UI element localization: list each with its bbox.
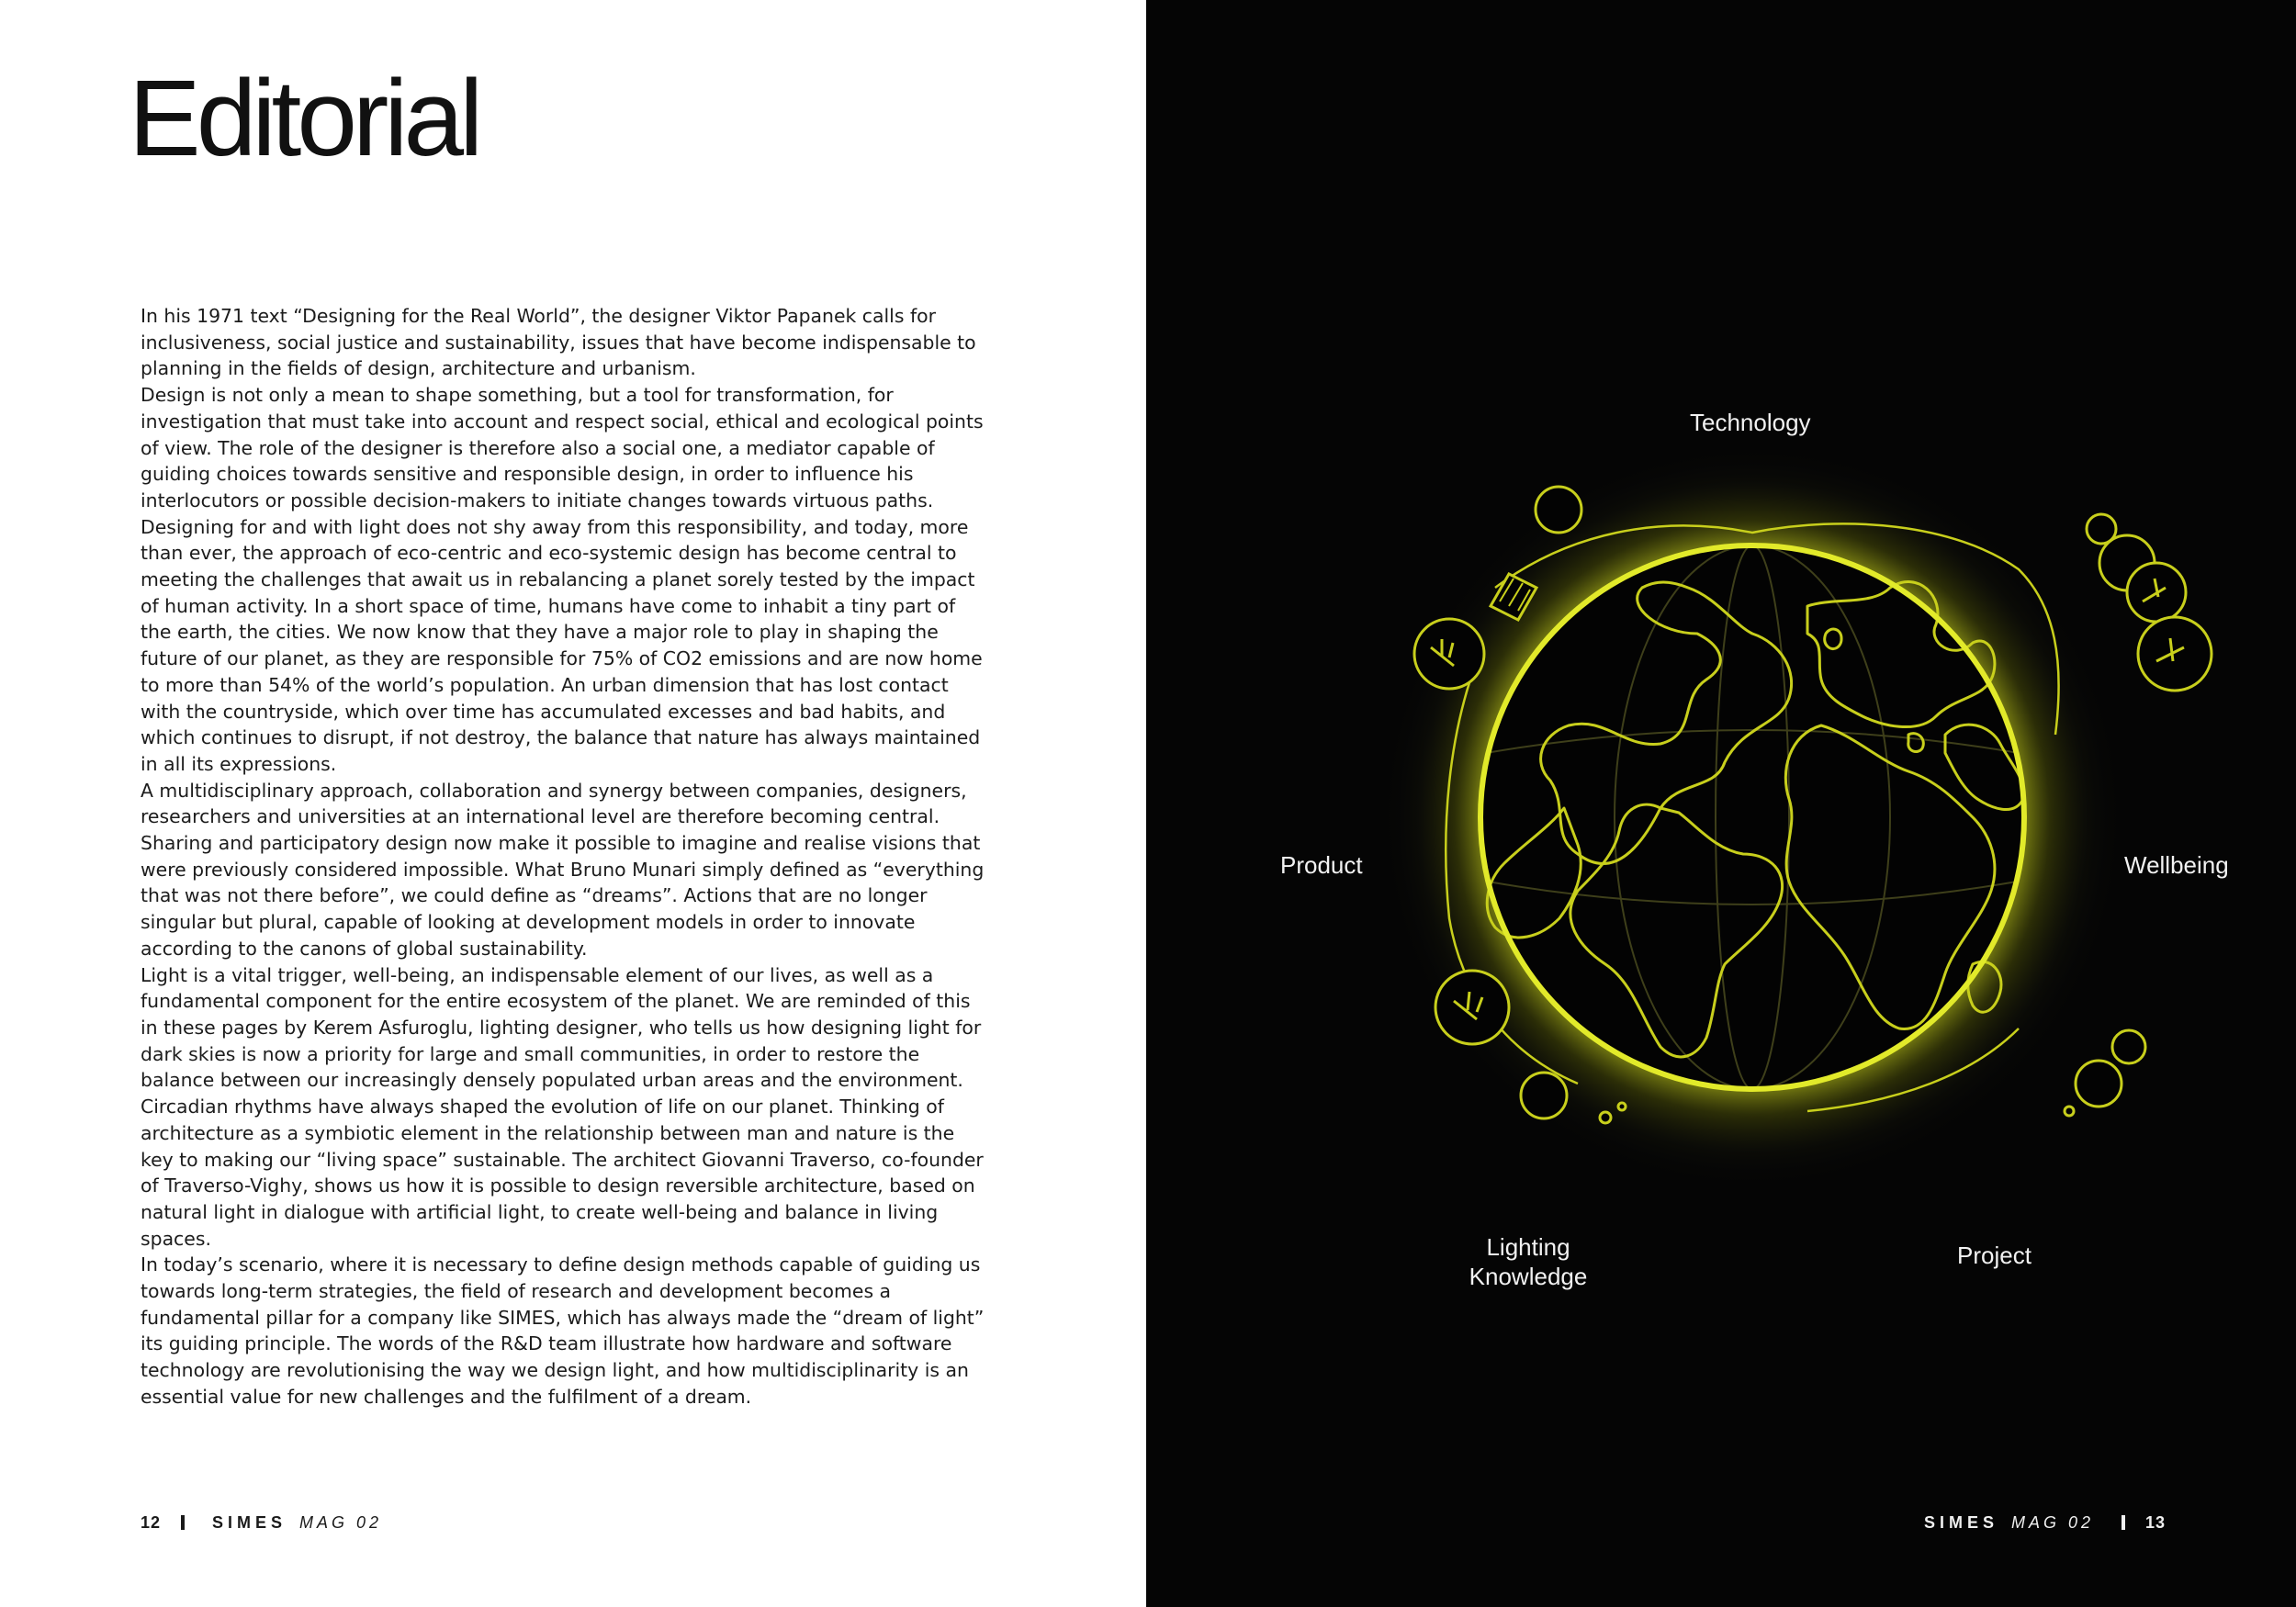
- page-number: 12: [141, 1512, 162, 1532]
- bubble: [2076, 1061, 2122, 1107]
- page-number: 13: [2145, 1512, 2167, 1532]
- label-lighting-line1: Lighting: [1486, 1233, 1570, 1261]
- brand-name: SIMES: [1924, 1512, 1999, 1532]
- folio-divider: [181, 1515, 185, 1530]
- paragraph: A multidisciplinary approach, collaboration and synergy between companies, designers, researchers and universities at an international level are therefore becoming central. Sharing and participatory design now make it possible to imagine and realise visions that were previously considered impossible. What Bruno Munari simply defined as “everything that was not there before”, we could define as “dreams”. Actions that are no longer singular but plural, capable of looking at development models in order to innovate according to the canons of global sustainability.: [141, 779, 985, 960]
- tree-icon: [2138, 617, 2212, 691]
- brand-name: SIMES: [212, 1512, 287, 1532]
- bubble-small: [1600, 1112, 1611, 1123]
- paragraph: In today’s scenario, where it is necessary to define design methods capable of guiding us towards long-term strategies, the field of research and development becomes a fundamental pillar for a company like SIMES, which has always made the “dream of light” its guiding principle. The words of the R&D team illustrate how hardware and software technology are revolutionising the way we design light, and how multidisciplinarity is an essential value for new challenges and the fulfilment of a dream.: [141, 1253, 985, 1408]
- paragraph: Light is a vital trigger, well-being, an indispensable element of our lives, as well as a fundamental component for the entire ecosystem of the planet. We are reminded of this in these pages by Kerem Asfuroglu, lighting designer, who tells us how designing light for dark skies is now a priority for large and small communities, in order to restore the balance between our increasingly densely populated urban areas and the environment.: [141, 963, 982, 1092]
- magazine-issue: MAG 02: [299, 1512, 383, 1532]
- right-page: [1146, 0, 2296, 1607]
- folio-right: [1924, 1512, 2166, 1533]
- paragraph: Circadian rhythms have always shaped the evolution of life on our planet. Thinking of architecture as a symbiotic element in the relationship between man and nature is the key to making our “living space” sustainable. The architect Giovanni Traverso, co-founder of Traverso-Vighy, shows us how it is possible to design reversible architecture, based on natural light in dialogue with artificial light, to create well-being and balance in living spaces.: [141, 1096, 984, 1250]
- tree-icon: [1435, 971, 1509, 1044]
- label-wellbeing: Wellbeing: [2124, 851, 2229, 879]
- bubble: [2112, 1030, 2145, 1063]
- bubble: [1536, 487, 1581, 533]
- paragraph: Designing for and with light does not shy away from this responsibility, and today, more than ever, the approach of eco-centric and eco-systemic design has become central to meeting the challenges that await us in rebalancing a planet sorely tested by the impact of human activity. In a short space of time, humans have come to inhabit a tiny part of the earth, the cities. We now know that they have a major role to play in shaping the future of our planet, as they are responsible for 75% of CO2 emissions and are now home to more than 54% of the world’s population. An urban dimension that has lost contact with the countryside, which over time has accumulated excesses and bad habits, and which continues to disrupt, if not destroy, the balance that nature has always maintained in all its expressions.: [141, 515, 983, 775]
- label-lighting-knowledge: [1431, 1232, 1626, 1291]
- bubble: [1521, 1073, 1567, 1118]
- folio-left: [141, 1512, 382, 1533]
- folio-divider: [2122, 1515, 2125, 1530]
- editorial-body: [141, 303, 985, 1410]
- magazine-issue: MAG 02: [2011, 1512, 2095, 1532]
- label-product: Product: [1280, 851, 1363, 879]
- label-project: Project: [1957, 1242, 2032, 1269]
- bubble-small: [1618, 1103, 1626, 1110]
- label-lighting-line2: Knowledge: [1469, 1263, 1588, 1290]
- bubble-small: [2065, 1107, 2074, 1116]
- label-technology: Technology: [1690, 409, 1811, 436]
- paragraph: In his 1971 text “Designing for the Real World”, the designer Viktor Papanek calls for inclusiveness, social justice and sustainability, issues that have become indispensable to planning in the fields of design, architecture and urbanism.: [141, 305, 976, 380]
- paragraph: Design is not only a mean to shape something, but a tool for transformation, for investigation that must take into account and respect social, ethical and ecological points of view. The role of the designer is therefore also a social one, a mediator capable of guiding choices towards sensitive and responsible design, in order to influence his interlocutors or possible decision-makers to initiate changes towards virtuous paths.: [141, 384, 984, 511]
- globe-illustration: [1146, 0, 2296, 1607]
- left-page: [0, 0, 1146, 1607]
- page-title: Editorial: [129, 58, 479, 179]
